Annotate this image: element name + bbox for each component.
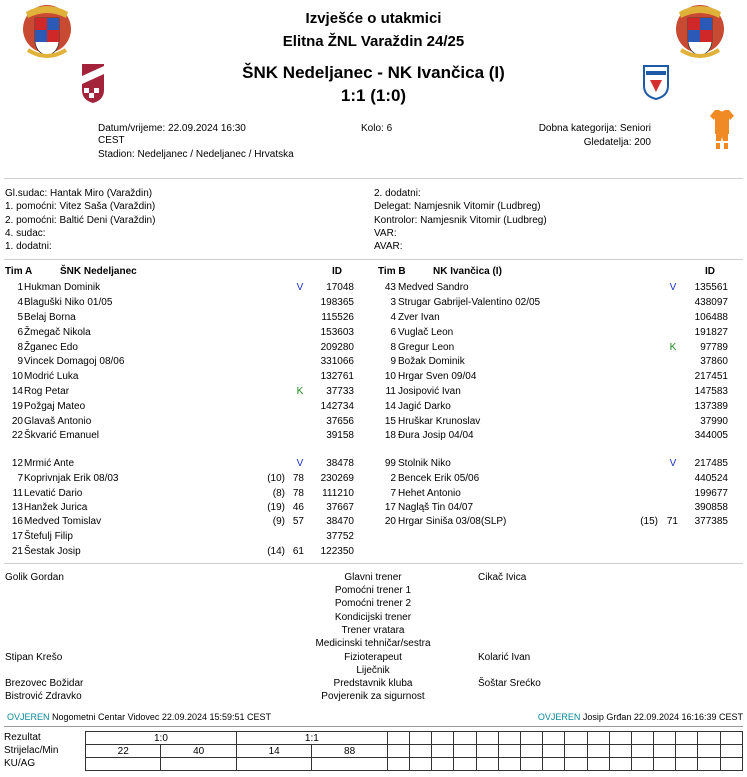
staff-home: Golik Gordan <box>5 572 64 583</box>
league-name: Elitna ŽNL Varaždin 24/25 <box>282 33 465 50</box>
result-cell: 1:0 <box>86 732 237 745</box>
sub-minute: 78 <box>292 488 304 499</box>
staff-away: Šoštar Srećko <box>478 678 541 689</box>
divider <box>4 178 743 179</box>
player-name: Hehet Antonio <box>398 488 461 499</box>
staff-role: Fizioterapeut <box>344 652 402 663</box>
sub-minute: 78 <box>292 473 304 484</box>
player-number: 3 <box>390 297 396 308</box>
player-number: 43 <box>384 282 396 293</box>
verified-by: Nogometni Centar Vidovec 22.09.2024 15:59:51 CEST <box>52 712 272 722</box>
player-name: Koprivnjak Erik 08/03 <box>24 473 119 484</box>
player-name: Gregur Leon <box>398 342 455 353</box>
official-line: 2. dodatni: <box>374 188 421 199</box>
player-number: 15 <box>384 416 396 427</box>
staff-home: Brezovec Božidar <box>5 678 84 689</box>
sub-minute: 46 <box>292 502 304 513</box>
player-number: 17 <box>11 531 23 542</box>
replaced-player: (14) <box>267 546 285 557</box>
player-name: Žganec Edo <box>24 342 78 353</box>
player-number: 4 <box>390 312 396 323</box>
cards-label: KU/AG <box>4 758 36 769</box>
player-id: 37860 <box>700 356 728 367</box>
team-b-label: Tim B <box>378 266 406 277</box>
player-number: 11 <box>12 488 23 499</box>
cards-row <box>86 758 743 771</box>
player-name: Blaguški Niko 01/05 <box>24 297 113 308</box>
home-verification <box>7 712 271 722</box>
staff-home: Stipan Krešo <box>5 652 63 663</box>
officials-right <box>374 187 547 253</box>
staff-role: Glavni trener <box>344 572 402 583</box>
sub-minute: 61 <box>292 546 304 557</box>
scorer-label: Strijelac/Min <box>4 745 59 756</box>
player-name: Žmegač Nikola <box>24 327 91 338</box>
official-line: 2. pomoćni: Baltić Deni (Varaždin) <box>5 214 156 226</box>
staff-role: Pomoćni trener 1 <box>334 585 412 596</box>
staff-role: Povjerenik za sigurnost <box>321 691 425 702</box>
player-id: 135561 <box>694 282 728 293</box>
player-id: 39158 <box>326 430 354 441</box>
player-number: 14 <box>11 386 23 397</box>
player-number: 16 <box>11 516 23 527</box>
player-number: 10 <box>384 371 396 382</box>
player-id: 97789 <box>700 342 728 353</box>
player-id: 38470 <box>326 516 354 527</box>
player-name: Jagić Darko <box>398 401 451 412</box>
player-name: Hrgar Siniša 03/08(SLP) <box>398 516 507 527</box>
player-id: 198365 <box>320 297 354 308</box>
player-name: Mrmić Ante <box>24 458 75 469</box>
spectators: Gledatelja: 200 <box>583 137 651 148</box>
player-number: 2 <box>390 473 396 484</box>
player-name: Stolnik Niko <box>398 458 451 469</box>
player-number: 11 <box>385 386 396 397</box>
player-id: 440524 <box>694 473 728 484</box>
player-name: Medved Sandro <box>398 282 469 293</box>
player-number: 4 <box>17 297 23 308</box>
player-number: 8 <box>17 342 23 353</box>
away-jersey-icon <box>709 108 735 150</box>
player-id: 115526 <box>321 312 354 323</box>
player-name: Rog Petar <box>24 386 70 397</box>
player-number: 14 <box>384 401 396 412</box>
staff-role: Pomoćni trener 2 <box>334 598 412 609</box>
player-number: 21 <box>11 546 23 557</box>
player-name: Strugar Gabrijel-Valentino 02/05 <box>398 297 541 308</box>
player-name: Medved Tomislav <box>24 516 102 527</box>
player-name: Levatić Dario <box>24 488 83 499</box>
goalkeeper-tag: V <box>669 282 677 293</box>
player-id: 344005 <box>694 430 728 441</box>
goalkeeper-tag: V <box>296 282 304 293</box>
official-line: 1. pomoćni: Vitez Saša (Varaždin) <box>5 201 156 213</box>
match-timezone: CEST <box>98 135 125 146</box>
player-number: 1 <box>17 282 23 293</box>
summary-grid <box>85 731 743 771</box>
captain-tag: K <box>296 386 304 397</box>
player-id: 209280 <box>320 342 354 353</box>
result-label: Rezultat <box>4 732 41 743</box>
player-name: Modrić Luka <box>24 371 79 382</box>
replaced-player: (8) <box>272 488 285 499</box>
player-name: Hrgar Sven 09/04 <box>398 371 477 382</box>
player-id: 37656 <box>326 416 354 427</box>
goalkeeper-tag: V <box>669 458 677 469</box>
player-number: 20 <box>384 516 396 527</box>
player-id: 230269 <box>320 473 354 484</box>
team-b-name: NK Ivančica (I) <box>433 266 502 277</box>
player-name: Nagląš Tin 04/07 <box>398 502 474 513</box>
report-title: Izvješće o utakmici <box>305 10 442 27</box>
official-line: AVAR: <box>374 241 403 253</box>
player-number: 6 <box>17 327 23 338</box>
age-category: Dobna kategorija: Seniori <box>538 123 651 134</box>
official-line: Gl.sudac: Hantak Miro (Varaždin) <box>5 188 153 199</box>
player-id: 390858 <box>694 502 728 513</box>
player-number: 7 <box>390 488 396 499</box>
player-number: 17 <box>384 502 396 513</box>
player-id: 199677 <box>694 488 728 499</box>
player-id: 142734 <box>320 401 354 412</box>
player-name: Hukman Dominik <box>24 282 101 293</box>
team-a-name: ŠNK Nedeljanec <box>60 266 137 277</box>
player-number: 12 <box>11 458 23 469</box>
player-number: 5 <box>17 312 23 323</box>
replaced-player: (19) <box>267 502 285 513</box>
captain-tag: K <box>669 342 677 353</box>
verified-by: Josip Grđan 22.09.2024 16:16:39 CEST <box>582 712 743 722</box>
player-number: 18 <box>384 430 396 441</box>
player-id: 132761 <box>320 371 354 382</box>
summary-labels <box>4 731 58 770</box>
officials-left <box>5 187 155 253</box>
player-id: 438097 <box>694 297 728 308</box>
player-name: Vuglač Leon <box>398 327 454 338</box>
sub-minute: 71 <box>666 516 678 527</box>
scorer-cell: 40 <box>161 745 236 758</box>
player-name: Josipović Ivan <box>398 386 461 397</box>
player-id: 191827 <box>694 327 728 338</box>
player-id: 106488 <box>694 312 728 323</box>
scorer-cell: 88 <box>312 745 387 758</box>
match-stadium: Stadion: Nedeljanec / Nedeljanec / Hrvatska <box>98 149 294 160</box>
player-id: 377385 <box>694 516 728 527</box>
official-line: Delegat: Namjesnik Vitomir (Ludbreg) <box>374 201 541 213</box>
sub-minute: 57 <box>292 516 304 527</box>
team-a-label: Tim A <box>5 266 33 277</box>
player-id: 331066 <box>320 356 354 367</box>
scorer-row <box>86 745 743 758</box>
player-number: 22 <box>11 430 23 441</box>
scorer-cell: 22 <box>86 745 161 758</box>
player-name: Vincek Domagoj 08/06 <box>24 356 125 367</box>
verified-status: OVJEREN <box>7 712 50 722</box>
player-id: 137389 <box>694 401 728 412</box>
team-b-id-header: ID <box>705 266 715 277</box>
player-number: 19 <box>11 401 23 412</box>
player-id: 37733 <box>326 386 354 397</box>
player-name: Zver Ivan <box>398 312 440 323</box>
replaced-player: (9) <box>272 516 285 527</box>
player-number: 9 <box>17 356 23 367</box>
staff-role: Kondicijski trener <box>334 612 412 623</box>
official-line: 4. sudac: <box>5 227 46 239</box>
match-datetime: Datum/vrijeme: 22.09.2024 16:30 <box>98 123 246 134</box>
player-name: Hruškar Krunoslav <box>398 416 481 427</box>
player-id: 217485 <box>694 458 728 469</box>
official-line: 1. dodatni: <box>5 241 52 253</box>
player-name: Belaj Borna <box>24 312 76 323</box>
player-number: 6 <box>390 327 396 338</box>
goalkeeper-tag: V <box>296 458 304 469</box>
player-name: Škvarić Emanuel <box>24 430 100 441</box>
player-number: 8 <box>390 342 396 353</box>
staff-away: Kolarić Ivan <box>478 652 531 663</box>
player-name: Bencek Erik 05/06 <box>398 473 480 484</box>
divider <box>4 563 743 564</box>
staff-role: Predstavnik kluba <box>333 678 413 689</box>
player-id: 37667 <box>326 502 354 513</box>
player-id: 153603 <box>320 327 354 338</box>
player-number: 13 <box>11 502 23 513</box>
player-name: Štefulj Filip <box>24 531 73 542</box>
match-round: Kolo: 6 <box>361 123 393 134</box>
replaced-player: (15) <box>640 516 658 527</box>
away-verification <box>538 712 743 722</box>
player-id: 37990 <box>700 416 728 427</box>
player-name: Šestak Josip <box>24 546 81 557</box>
player-id: 38478 <box>326 458 354 469</box>
player-name: Požgaj Mateo <box>24 401 86 412</box>
staff-away: Cikač Ivica <box>478 572 527 583</box>
match-title: ŠNK Nedeljanec - NK Ivančica (I) <box>242 63 505 82</box>
player-name: Glavaš Antonio <box>24 416 92 427</box>
player-id: 122350 <box>320 546 354 557</box>
divider <box>4 259 743 260</box>
match-score: 1:1 (1:0) <box>340 86 407 105</box>
result-cell: 1:1 <box>236 732 387 745</box>
verified-status: OVJEREN <box>537 712 581 722</box>
staff-role: Medicinski tehničar/sestra <box>315 638 431 649</box>
result-row <box>86 732 743 745</box>
staff-role: Liječnik <box>356 665 390 676</box>
player-number: 99 <box>384 458 396 469</box>
player-id: 111210 <box>322 488 354 499</box>
staff-home: Bistrović Zdravko <box>5 691 82 702</box>
divider <box>4 726 743 727</box>
player-number: 9 <box>390 356 396 367</box>
player-number: 7 <box>17 473 23 484</box>
player-id: 147583 <box>694 386 728 397</box>
scorer-cell: 14 <box>236 745 311 758</box>
player-name: Hanžek Jurica <box>24 502 88 513</box>
player-name: Đura Josip 04/04 <box>398 430 474 441</box>
official-line: VAR: <box>374 227 397 239</box>
player-number: 10 <box>11 371 23 382</box>
player-number: 20 <box>11 416 23 427</box>
player-id: 217451 <box>694 371 728 382</box>
player-name: Božak Dominik <box>398 356 465 367</box>
replaced-player: (10) <box>267 473 285 484</box>
team-a-id-header: ID <box>332 266 342 277</box>
official-line: Kontrolor: Namjesnik Vitomir (Ludbreg) <box>374 214 547 226</box>
player-id: 37752 <box>326 531 354 542</box>
player-id: 17048 <box>326 282 354 293</box>
staff-role: Trener vratara <box>341 625 405 636</box>
